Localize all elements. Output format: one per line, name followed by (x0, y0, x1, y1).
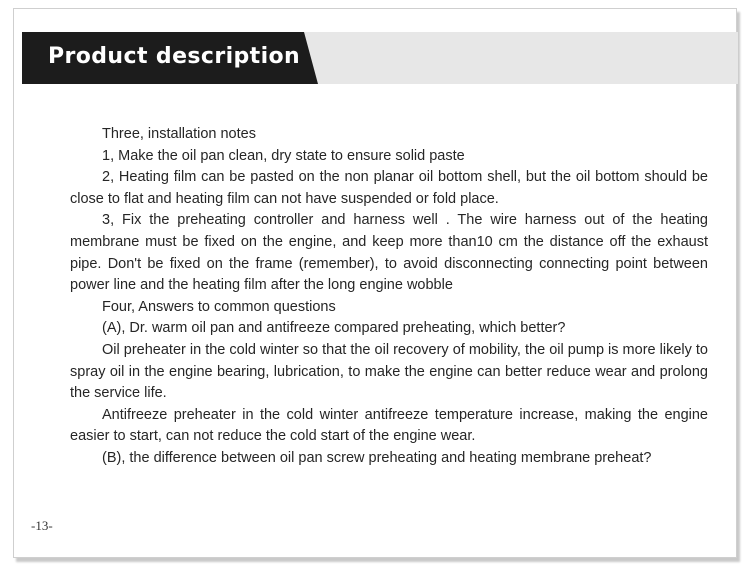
question-a: (A), Dr. warm oil pan and antifreeze compared preheating, which better? (102, 320, 566, 337)
page-title: Product description (48, 44, 301, 69)
answer-a-antifreeze: Antifreeze preheater in the cold winter antifreeze temperature increase, making the engine easier to start, can not reduce the cold start of the engine wear. (70, 406, 708, 445)
note-2: 2, Heating film can be pasted on the non planar oil bottom shell, but the oil bottom should be close to flat and heating film can not have suspended or fold place. (70, 169, 708, 207)
note-1: 1, Make the oil pan clean, dry state to ensure solid paste (102, 147, 465, 164)
question-b: (B), the difference between oil pan screw preheating and heating membrane preheat? (102, 449, 652, 466)
section-heading-installation: Three, installation notes (102, 126, 256, 142)
body-text (70, 124, 708, 470)
answer-a-oil: Oil preheater in the cold winter so that the oil recovery of mobility, the oil pump is more likely to spray oil in the engine bearing, lubrication, to make the engine can better reduce wear and prolong the service life. (70, 341, 708, 402)
note-3: 3, Fix the preheating controller and harness well . The wire harness out of the heating membrane must be fixed on the engine, and keep more than10 cm the distance off the exhaust pipe. Don't be fixed on the frame (remember), to avoid disconnecting connecting point between power line and the heating film after the long engine wobble (70, 212, 708, 294)
section-heading-questions: Four, Answers to common questions (102, 298, 336, 315)
page-number: -13- (31, 518, 53, 533)
